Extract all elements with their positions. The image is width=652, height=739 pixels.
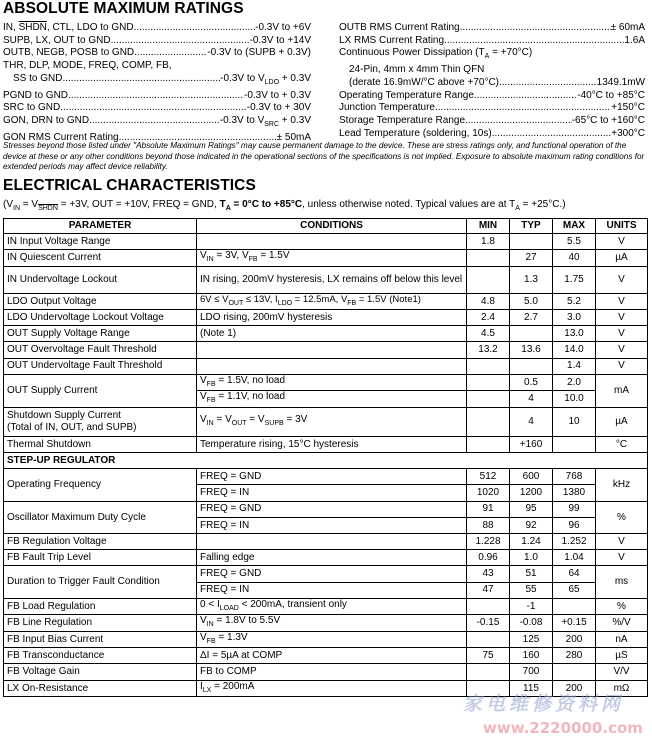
amr-right-column — [339, 22, 645, 140]
table-row: FB Voltage Gain FB to COMP 700 V/V — [4, 664, 648, 680]
amr-line: Storage Temperature Range ..... -65°C to +160°C — [339, 115, 645, 128]
table-row: $V_{FB} = 1.1V$, no load 4 10.0 — [4, 391, 648, 408]
table-row: Duration to Trigger Fault Condition FREQ = GND 43 51 64 ms — [4, 566, 648, 582]
table-row: FB Line Regulation $V_{IN} = 1.8V$ to 5.5V -0.15 -0.08 +0.15 %/V — [4, 615, 648, 632]
amr-line: (derate 16.9mW/°C above +70°C) ..... 1349.1mW — [339, 77, 645, 90]
table-row: IN Undervoltage Lockout IN rising, 200mV hysteresis, LX remains off below this level 1.3 1.75 V — [4, 266, 648, 293]
watermark-url: www.2220000.com — [483, 719, 643, 737]
table-row: FREQ = IN 88 92 96 — [4, 517, 648, 533]
table-row: FB Fault Trip Level Falling edge 0.96 1.0 1.04 V — [4, 550, 648, 566]
table-row: LDO Output Voltage $6V \le V_{OUT} \le 13V$, $I_{LDO} = 12.5mA$, $V_{FB} = 1.5V$ (Note1) 4.8 5.0 5.2 V — [4, 293, 648, 309]
table-row: FB Input Bias Current $V_{FB} = 1.3V$ 125 200 nA — [4, 631, 648, 648]
table-row: FREQ = IN 1020 1200 1380 — [4, 485, 648, 501]
table-row: LDO Undervoltage Lockout Voltage LDO rising, 200mV hysteresis 2.4 2.7 3.0 V — [4, 310, 648, 326]
table-row: Oscillator Maximum Duty Cycle FREQ = GND 91 95 99 % — [4, 501, 648, 517]
amr-line: OUTB, NEGB, POSB to GND ..... -0.3V to (SUPB + 0.3V) — [3, 47, 311, 60]
amr-line: SRC to GND ..... -0.3V to + 30V — [3, 102, 311, 115]
table-row: FB Regulation Voltage 1.228 1.24 1.252 V — [4, 533, 648, 549]
table-row: IN Quiescent Current $V_{IN} = 3V$, $V_{FB} = 1.5V$ 27 40 µA — [4, 250, 648, 267]
table-row: OUT Undervoltage Fault Threshold 1.4 V — [4, 358, 648, 374]
table-row: FB Transconductance ΔI = 5µA at COMP 75 160 280 µS — [4, 648, 648, 664]
ec-conditions: ($V_{IN} = V_{SHDN} = +3V$, OUT = +10V, FREQ = GND, $T_A = 0^\circ C$ to +85°C, unless otherwise noted. Typical values are at $T_A = +25^\circ C$.) — [3, 199, 566, 212]
table-row: OUT Supply Voltage Range (Note 1) 4.5 13.0 V — [4, 326, 648, 342]
col-header-conditions: CONDITIONS — [197, 219, 467, 234]
amr-line: SUPB, LX, OUT to GND ..... -0.3V to +14V — [3, 35, 311, 48]
table-row: OUT Overvoltage Fault Threshold 13.2 13.6 14.0 V — [4, 342, 648, 358]
table-row: Shutdown Supply Current (Total of IN, OUT, and SUPB) $V_{IN} = V_{OUT} = V_{SUPB} = 3V$ 4 10 µA — [4, 407, 648, 436]
table-row: FREQ = IN 47 55 65 — [4, 582, 648, 598]
amr-title: ABSOLUTE MAXIMUM RATINGS — [3, 0, 244, 17]
amr-line: Operating Temperature Range ..... -40°C to +85°C — [339, 90, 645, 103]
amr-line: Junction Temperature ..... +150°C — [339, 102, 645, 115]
col-header-max: MAX — [553, 219, 596, 234]
ec-table — [3, 218, 648, 697]
table-row: OUT Supply Current $V_{FB} = 1.5V$, no load 0.5 2.0 mA — [4, 374, 648, 391]
col-header-min: MIN — [467, 219, 510, 234]
col-header-parameter: PARAMETER — [4, 219, 197, 234]
watermark — [455, 688, 650, 738]
watermark-text: 家电维修资料网 — [463, 693, 625, 715]
stress-note: Stresses beyond those listed under "Absolute Maximum Ratings" may cause permanent damage to the device. These are stress ratings only, and functional operation of the device at these or any other conditions beyond those indicated in the operational sections of the specifications is not implied. Exposure to absolute maximum rating conditions for extended periods may affect device reliability. — [3, 141, 645, 172]
col-header-typ: TYP — [510, 219, 553, 234]
amr-line: GON RMS Current Rating ..... ± 50mA — [3, 132, 311, 145]
table-row: FB Load Regulation $0 < I_{LOAD} < 200mA$, transient only -1 % — [4, 598, 648, 615]
amr-left-column — [3, 22, 311, 144]
amr-line: THR, DLP, MODE, FREQ, COMP, FB, — [3, 60, 172, 72]
amr-line: SS to GND ..... -0.3V to $V_{LDO} + 0.3V$ — [3, 73, 311, 90]
section-row: STEP-UP REGULATOR — [4, 453, 648, 469]
amr-line: Continuous Power Dissipation $(T_A = +70^\circ C)$ — [339, 47, 533, 61]
amr-line: GON, DRN to GND ..... -0.3V to $V_{SRC} + 0.3V$ — [3, 115, 311, 132]
ec-title: ELECTRICAL CHARACTERISTICS — [3, 177, 256, 194]
table-row: IN Input Voltage Range 1.8 5.5 V — [4, 234, 648, 250]
table-row: LX On-Resistance $I_{LX} = 200mA$ 115 200 mΩ — [4, 680, 648, 697]
amr-line: PGND to GND ..... -0.3V to + 0.3V — [3, 90, 311, 103]
amr-line: LX RMS Current Rating ..... 1.6A — [339, 35, 645, 48]
col-header-units: UNITS — [596, 219, 648, 234]
amr-line: 24-Pin, 4mm x 4mm Thin QFN — [349, 64, 485, 76]
table-row: Operating Frequency FREQ = GND 512 600 768 kHz — [4, 469, 648, 485]
table-row: Thermal Shutdown Temperature rising, 15°C hysteresis +160 °C — [4, 436, 648, 452]
amr-line: IN, SHDN, CTL, LDO to GND ..... -0.3V to +6V — [3, 22, 311, 35]
amr-line: OUTB RMS Current Rating ..... ± 60mA — [339, 22, 645, 35]
table-header-row — [4, 219, 648, 234]
amr-line: Lead Temperature (soldering, 10s) ..... +300°C — [339, 128, 645, 141]
